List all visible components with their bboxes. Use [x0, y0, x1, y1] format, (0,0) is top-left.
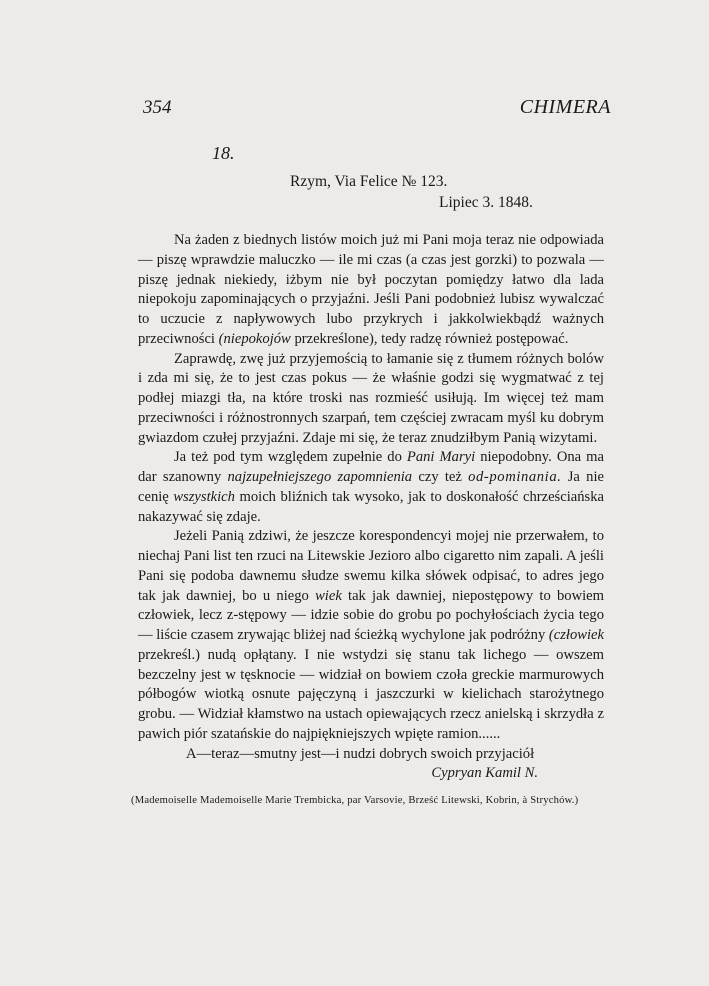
italic-run: (człowiek [548, 627, 605, 643]
paragraph: Jeżeli Panią zdziwi, że jeszcze korespondencyi mojej nie przerwałem, to niechaj Pani list ten rzuci na Litewskie Jezioro albo cigaretto nim zapali. A jeśli Pani się podoba dawnemu słudze swemu kilka słówek odpisać, to adres jego tak jak dawniej, bo u niego wiek tak jak dawniej, niepostępowy to bowiem człowiek, lecz z-stępowy — idzie sobie do grobu po pochyłościach życia tego — liście czasem zrywając bliżej nad ścieżką wychylone jak podróżny (człowiek przekreśl.) nudą opłątany. I nie wstydzi się stanu tak lichego — owszem bezczelny jest w tęsknocie — widział on bowiem czoła greckie marmurowych półbogów wiotką osnute pajęczyną i jaszczurki w kielichach starożytnego grobu. — Widział kłamstwo na ustach opiewających rzecz anielską i skrzydła z pawich piór szatańskie do najpiękniejszych wpięte ramion...... [138, 528, 605, 742]
italic-run: od-pominania. [468, 469, 562, 485]
italic-run: wiek [315, 587, 342, 604]
page-number: 354 [143, 97, 172, 118]
letter-number: 18. [212, 143, 235, 163]
letter-body [138, 231, 604, 784]
closing-line: A—teraz—smutny jest—i nudzi dobrych swoich przyjaciół [186, 745, 535, 762]
recipient-address: (Mademoiselle Mademoiselle Marie Trembicka, par Varsovie, Brześć Litewski, Kobrin, à Strychów.) [131, 795, 579, 806]
italic-run: Pani Maryi [406, 449, 476, 466]
paragraph: Na żaden z biednych listów moich już mi Pani moja teraz nie odpowiada — piszę wprawdzie maluczko — ile mi czas (a czas jest gorzki) to pozwala — piszę jednak niekiedy, iżbym nie był poczytan pomiędzy łatwo dla lada niepokoju zapominających o przyjaźni. Jeśli Pani podobnież lubisz wywalczać to uczucie z napływowych lubo przykrych i jakkolwiekbądź ważnych przeciwności (niepokojów przekreślone), tedy radzę również postępować. [138, 232, 604, 347]
letter-place: Rzym, Via Felice № 123. [290, 173, 448, 190]
journal-title: CHIMERA [519, 96, 611, 118]
letter-date: Lipiec 3. 1848. [439, 194, 533, 211]
paragraph: Ja też pod tym względem zupełnie do Pani Maryi niepodobny. Ona ma dar szanowny najzupełniejszego zapomnienia czy też od-pominania. Ja nie cenię wszystkich moich bliźnich tak wysoko, jak to doskonałość chrześciańska nakazywać się zdaje. [138, 449, 604, 525]
paragraph: Zaprawdę, zwę już przyjemością to łamanie się z tłumem różnych bolów i zda mi się, że to jest czas pokus — że właśnie godzi się wygmatwać z tej podłej miazgi tła, na które troski nas rozmieść usiłują. Im więcej też mam przeciwności i różnostronnych szarpań, tem częściej zwracam myśl ku dobrym gwiazdom czułej przyjaźni. Zdaje mi się, że teraz znudziłbym Panią wizytami. [138, 350, 604, 446]
italic-run: (niepokojów [218, 330, 291, 347]
italic-run: najzupełniejszego zapomnienia [227, 469, 413, 485]
running-head [143, 96, 611, 119]
italic-run: wszystkich [173, 488, 235, 505]
signature: Cypryan Kamil N. [431, 765, 538, 782]
